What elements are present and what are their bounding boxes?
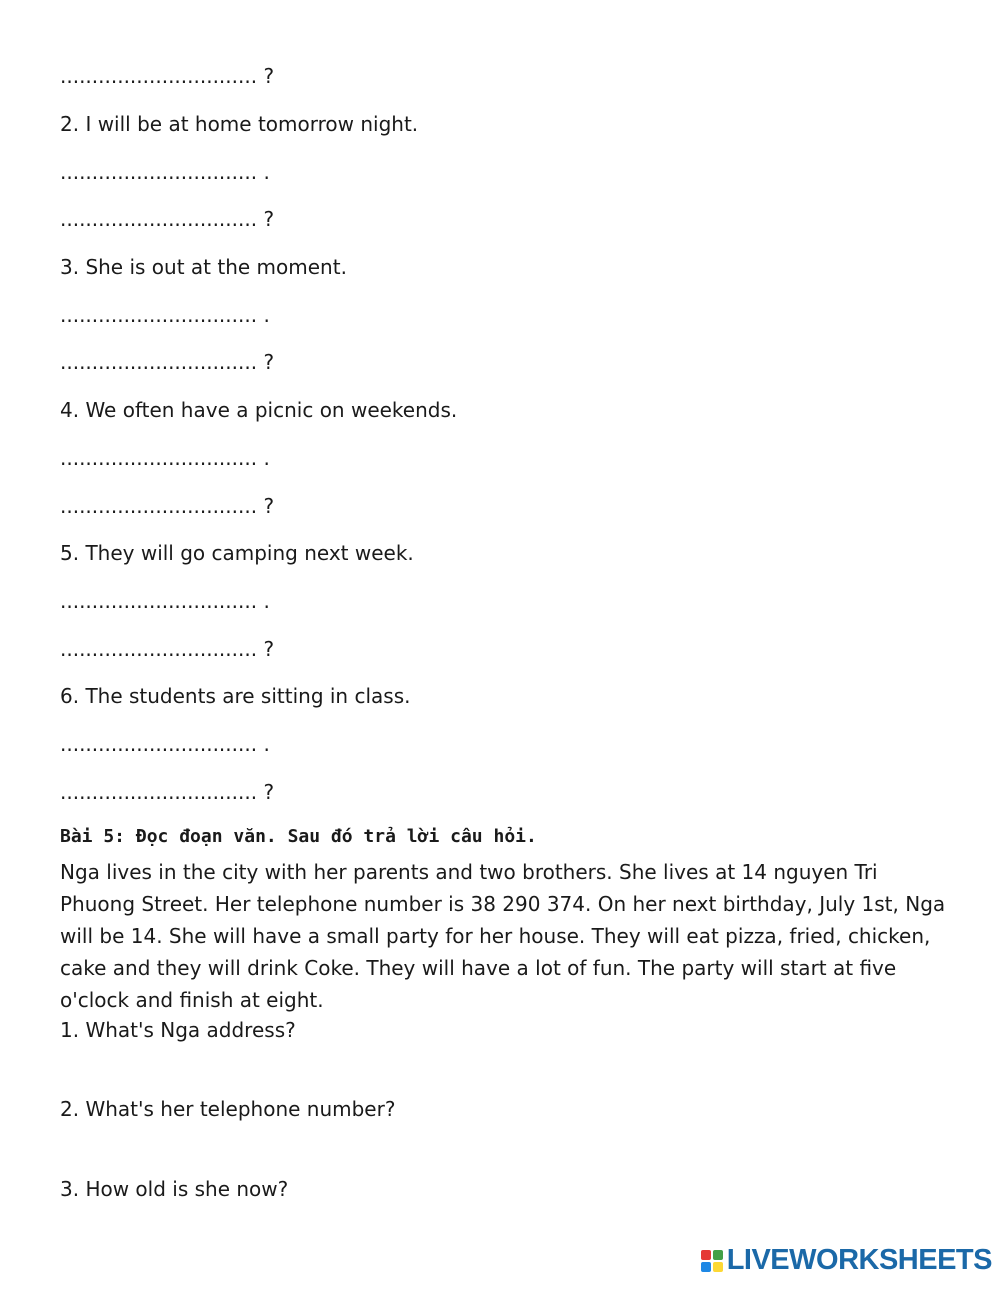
logo-text: LIVEWORKSHEETS [726,1244,992,1276]
answer-line-negative[interactable]: ............................... . [60,303,270,327]
answer-line-question[interactable]: ............................... ? [60,780,275,804]
answer-line-question[interactable]: ............................... ? [60,350,275,374]
answer-line-negative[interactable]: ............................... . [60,732,270,756]
reading-question-2: 2. What's her telephone number? [60,1097,396,1121]
logo-icon [701,1250,723,1272]
liveworksheets-logo [701,1244,992,1277]
answer-line-question[interactable]: ............................... ? [60,494,275,518]
exercise-sentence: 4. We often have a picnic on weekends. [60,398,458,422]
section-heading: Bài 5: Đọc đoạn văn. Sau đó trả lời câu hỏi. [60,826,537,847]
exercise-sentence: 6. The students are sitting in class. [60,684,411,708]
exercise-sentence: 3. She is out at the moment. [60,255,347,279]
answer-line-question[interactable]: ............................... ? [60,637,275,661]
exercise-sentence: 5. They will go camping next week. [60,541,414,565]
answer-line-question[interactable]: ............................... ? [60,64,275,88]
answer-line-question[interactable]: ............................... ? [60,207,275,231]
reading-question-1: 1. What's Nga address? [60,1018,296,1042]
answer-line-negative[interactable]: ............................... . [60,446,270,470]
exercise-sentence: 2. I will be at home tomorrow night. [60,112,419,136]
answer-line-negative[interactable]: ............................... . [60,160,270,184]
reading-passage: Nga lives in the city with her parents and two brothers. She lives at 14 nguyen Tri Phuong Street. Her telephone number is 38 290 374. On her next birthday, July 1st, Nga will be 14. She will have a small party for her house. They will eat pizza, fried, chicken, cake and they will drink Coke. They will have a lot of fun. The party will start at five o'clock and finish at eight. [60,860,946,1012]
reading-question-3: 3. How old is she now? [60,1177,289,1201]
answer-line-negative[interactable]: ............................... . [60,589,270,613]
